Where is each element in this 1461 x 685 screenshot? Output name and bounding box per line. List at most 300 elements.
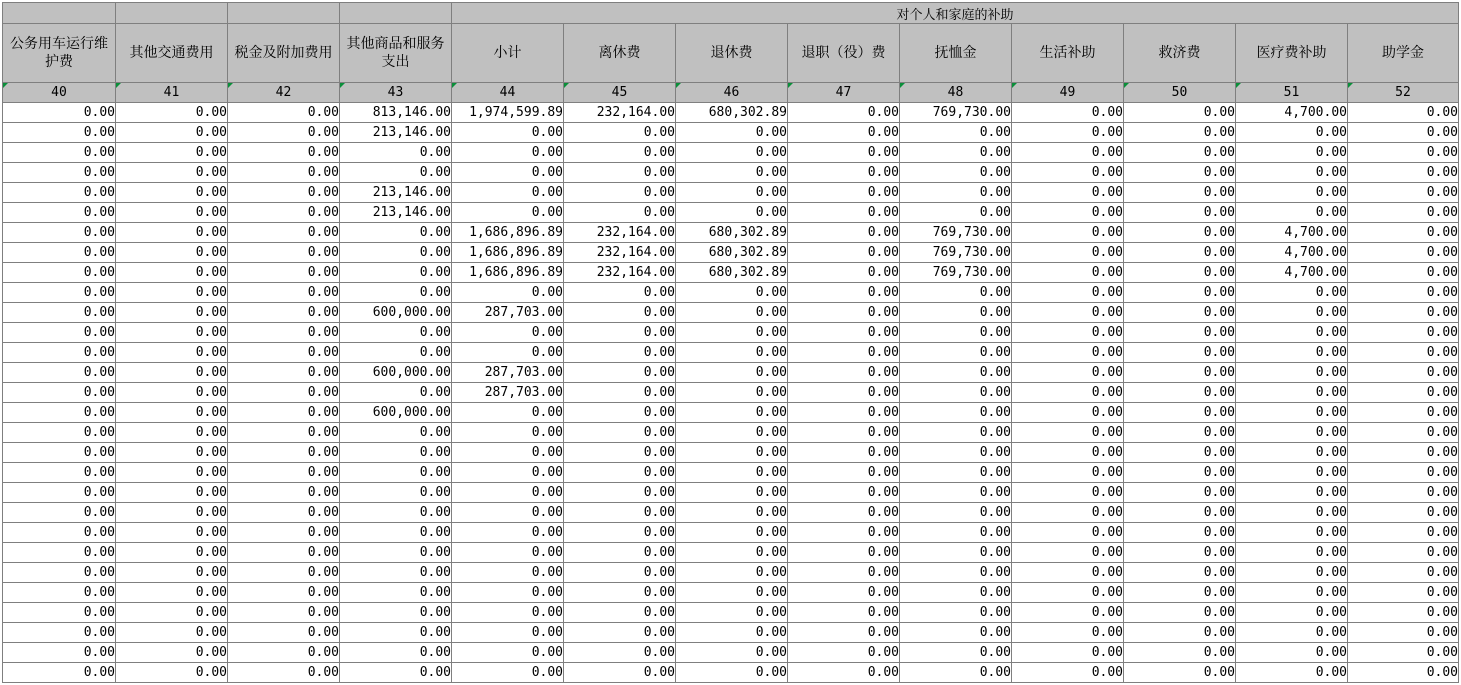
table-cell[interactable]: 0.00: [452, 463, 564, 483]
column-index-51[interactable]: 51: [1236, 83, 1348, 103]
table-cell[interactable]: 0.00: [1348, 483, 1459, 503]
table-cell[interactable]: 0.00: [564, 463, 676, 483]
table-cell[interactable]: 0.00: [3, 123, 116, 143]
table-cell[interactable]: 0.00: [1348, 263, 1459, 283]
table-cell[interactable]: 0.00: [564, 123, 676, 143]
table-cell[interactable]: 0.00: [340, 283, 452, 303]
table-cell[interactable]: 0.00: [1236, 663, 1348, 683]
table-cell[interactable]: 0.00: [1012, 583, 1124, 603]
table-cell[interactable]: 1,686,896.89: [452, 263, 564, 283]
table-cell[interactable]: 0.00: [1124, 503, 1236, 523]
table-cell[interactable]: 0.00: [900, 483, 1012, 503]
table-cell[interactable]: 0.00: [340, 523, 452, 543]
table-cell[interactable]: 213,146.00: [340, 123, 452, 143]
column-index-49[interactable]: 49: [1012, 83, 1124, 103]
table-cell[interactable]: 0.00: [1348, 223, 1459, 243]
table-cell[interactable]: 0.00: [3, 503, 116, 523]
table-cell[interactable]: 0.00: [3, 143, 116, 163]
table-cell[interactable]: 0.00: [900, 323, 1012, 343]
table-cell[interactable]: 0.00: [564, 283, 676, 303]
table-cell[interactable]: 0.00: [228, 623, 340, 643]
table-cell[interactable]: 0.00: [1348, 443, 1459, 463]
table-cell[interactable]: 0.00: [1348, 543, 1459, 563]
table-cell[interactable]: 0.00: [116, 583, 228, 603]
table-cell[interactable]: 0.00: [676, 643, 788, 663]
table-cell[interactable]: 0.00: [900, 523, 1012, 543]
table-cell[interactable]: 0.00: [1236, 203, 1348, 223]
table-cell[interactable]: 0.00: [1236, 583, 1348, 603]
table-cell[interactable]: 0.00: [788, 343, 900, 363]
table-cell[interactable]: 600,000.00: [340, 363, 452, 383]
table-cell[interactable]: 0.00: [3, 363, 116, 383]
table-cell[interactable]: 0.00: [116, 263, 228, 283]
table-cell[interactable]: 0.00: [1236, 363, 1348, 383]
table-cell[interactable]: 0.00: [1348, 363, 1459, 383]
header-blank-cell[interactable]: [228, 3, 340, 24]
table-cell[interactable]: 0.00: [1124, 163, 1236, 183]
table-cell[interactable]: 0.00: [3, 223, 116, 243]
table-cell[interactable]: 0.00: [452, 283, 564, 303]
table-cell[interactable]: 0.00: [1236, 643, 1348, 663]
table-cell[interactable]: 0.00: [564, 563, 676, 583]
table-cell[interactable]: 0.00: [340, 663, 452, 683]
table-cell[interactable]: 0.00: [788, 603, 900, 623]
table-cell[interactable]: 0.00: [676, 163, 788, 183]
table-cell[interactable]: 0.00: [116, 223, 228, 243]
column-index-46[interactable]: 46: [676, 83, 788, 103]
table-cell[interactable]: 0.00: [1012, 183, 1124, 203]
table-cell[interactable]: 0.00: [340, 163, 452, 183]
table-cell[interactable]: 0.00: [676, 483, 788, 503]
table-cell[interactable]: 0.00: [1236, 383, 1348, 403]
table-cell[interactable]: 0.00: [676, 323, 788, 343]
table-cell[interactable]: 0.00: [1348, 283, 1459, 303]
table-cell[interactable]: 0.00: [3, 443, 116, 463]
table-cell[interactable]: 680,302.89: [676, 243, 788, 263]
table-cell[interactable]: 0.00: [452, 343, 564, 363]
table-cell[interactable]: 0.00: [676, 283, 788, 303]
column-header-51[interactable]: [1236, 24, 1348, 83]
table-cell[interactable]: 769,730.00: [900, 263, 1012, 283]
table-cell[interactable]: 0.00: [116, 243, 228, 263]
table-cell[interactable]: 0.00: [1348, 423, 1459, 443]
table-cell[interactable]: 0.00: [1236, 343, 1348, 363]
table-cell[interactable]: 0.00: [788, 323, 900, 343]
header-blank-cell[interactable]: [3, 3, 116, 24]
table-cell[interactable]: 0.00: [564, 163, 676, 183]
table-cell[interactable]: 0.00: [228, 163, 340, 183]
table-cell[interactable]: 0.00: [1236, 303, 1348, 323]
table-cell[interactable]: 0.00: [452, 323, 564, 343]
table-cell[interactable]: 0.00: [1012, 383, 1124, 403]
table-cell[interactable]: 0.00: [1348, 123, 1459, 143]
table-cell[interactable]: 0.00: [1236, 563, 1348, 583]
table-cell[interactable]: 0.00: [3, 303, 116, 323]
table-cell[interactable]: 0.00: [1236, 483, 1348, 503]
table-cell[interactable]: 0.00: [228, 523, 340, 543]
table-cell[interactable]: 0.00: [900, 303, 1012, 323]
column-header-47[interactable]: [788, 24, 900, 83]
table-cell[interactable]: 0.00: [1012, 523, 1124, 543]
table-cell[interactable]: 0.00: [452, 523, 564, 543]
table-cell[interactable]: 0.00: [676, 443, 788, 463]
table-cell[interactable]: 0.00: [1348, 463, 1459, 483]
table-cell[interactable]: 0.00: [116, 423, 228, 443]
table-cell[interactable]: 0.00: [228, 463, 340, 483]
column-header-43[interactable]: [340, 24, 452, 83]
table-cell[interactable]: 0.00: [340, 563, 452, 583]
table-cell[interactable]: 680,302.89: [676, 263, 788, 283]
table-cell[interactable]: 0.00: [116, 363, 228, 383]
table-cell[interactable]: 1,686,896.89: [452, 243, 564, 263]
table-cell[interactable]: 0.00: [676, 583, 788, 603]
column-header-45[interactable]: [564, 24, 676, 83]
table-cell[interactable]: 0.00: [452, 123, 564, 143]
table-cell[interactable]: 0.00: [228, 643, 340, 663]
table-cell[interactable]: 0.00: [1236, 123, 1348, 143]
table-cell[interactable]: 0.00: [228, 323, 340, 343]
table-cell[interactable]: 0.00: [1012, 543, 1124, 563]
table-cell[interactable]: 0.00: [1012, 263, 1124, 283]
table-cell[interactable]: 287,703.00: [452, 363, 564, 383]
table-cell[interactable]: 0.00: [1012, 243, 1124, 263]
table-cell[interactable]: 0.00: [564, 143, 676, 163]
table-cell[interactable]: 0.00: [1012, 283, 1124, 303]
table-cell[interactable]: 0.00: [228, 383, 340, 403]
table-cell[interactable]: 0.00: [1012, 343, 1124, 363]
table-cell[interactable]: 0.00: [340, 503, 452, 523]
table-cell[interactable]: 0.00: [676, 143, 788, 163]
table-cell[interactable]: 0.00: [676, 543, 788, 563]
table-cell[interactable]: 0.00: [3, 643, 116, 663]
table-cell[interactable]: 0.00: [1124, 203, 1236, 223]
table-cell[interactable]: 0.00: [564, 543, 676, 563]
table-cell[interactable]: 0.00: [564, 643, 676, 663]
table-cell[interactable]: 0.00: [1348, 183, 1459, 203]
table-cell[interactable]: 213,146.00: [340, 183, 452, 203]
table-cell[interactable]: 0.00: [676, 203, 788, 223]
table-cell[interactable]: 4,700.00: [1236, 243, 1348, 263]
table-cell[interactable]: 0.00: [900, 583, 1012, 603]
table-cell[interactable]: 0.00: [676, 603, 788, 623]
table-cell[interactable]: 0.00: [3, 543, 116, 563]
table-cell[interactable]: 0.00: [788, 663, 900, 683]
table-cell[interactable]: 0.00: [1236, 163, 1348, 183]
table-cell[interactable]: 0.00: [452, 663, 564, 683]
table-cell[interactable]: 0.00: [340, 443, 452, 463]
table-cell[interactable]: 0.00: [564, 443, 676, 463]
table-cell[interactable]: 0.00: [340, 383, 452, 403]
table-cell[interactable]: 0.00: [1124, 523, 1236, 543]
table-cell[interactable]: 0.00: [900, 383, 1012, 403]
table-cell[interactable]: 0.00: [1348, 623, 1459, 643]
column-index-43[interactable]: 43: [340, 83, 452, 103]
table-cell[interactable]: 813,146.00: [340, 103, 452, 123]
table-cell[interactable]: 0.00: [452, 543, 564, 563]
table-cell[interactable]: 0.00: [1348, 103, 1459, 123]
table-cell[interactable]: 0.00: [116, 403, 228, 423]
table-cell[interactable]: 0.00: [3, 463, 116, 483]
table-cell[interactable]: 0.00: [900, 363, 1012, 383]
table-cell[interactable]: 0.00: [116, 663, 228, 683]
table-cell[interactable]: 232,164.00: [564, 263, 676, 283]
table-cell[interactable]: 0.00: [228, 503, 340, 523]
table-cell[interactable]: 0.00: [788, 203, 900, 223]
table-cell[interactable]: 0.00: [3, 623, 116, 643]
table-cell[interactable]: 0.00: [340, 243, 452, 263]
table-cell[interactable]: 0.00: [452, 163, 564, 183]
table-cell[interactable]: 0.00: [1348, 583, 1459, 603]
table-cell[interactable]: 0.00: [116, 603, 228, 623]
table-cell[interactable]: 0.00: [564, 663, 676, 683]
table-cell[interactable]: 0.00: [564, 303, 676, 323]
table-cell[interactable]: 0.00: [116, 343, 228, 363]
table-cell[interactable]: 0.00: [1124, 623, 1236, 643]
table-cell[interactable]: 0.00: [228, 243, 340, 263]
table-cell[interactable]: 0.00: [1124, 383, 1236, 403]
table-cell[interactable]: 0.00: [676, 663, 788, 683]
table-cell[interactable]: 0.00: [452, 203, 564, 223]
column-index-44[interactable]: 44: [452, 83, 564, 103]
table-cell[interactable]: 0.00: [900, 123, 1012, 143]
table-cell[interactable]: 0.00: [788, 463, 900, 483]
table-cell[interactable]: 0.00: [788, 143, 900, 163]
table-cell[interactable]: 0.00: [1236, 403, 1348, 423]
table-cell[interactable]: 0.00: [116, 183, 228, 203]
column-index-52[interactable]: 52: [1348, 83, 1459, 103]
table-cell[interactable]: 0.00: [1348, 563, 1459, 583]
table-cell[interactable]: 0.00: [1124, 563, 1236, 583]
table-cell[interactable]: 0.00: [1348, 403, 1459, 423]
table-cell[interactable]: 0.00: [452, 403, 564, 423]
table-cell[interactable]: 0.00: [1124, 463, 1236, 483]
table-cell[interactable]: 0.00: [788, 243, 900, 263]
table-cell[interactable]: 0.00: [1124, 543, 1236, 563]
table-cell[interactable]: 0.00: [676, 563, 788, 583]
table-cell[interactable]: 0.00: [788, 623, 900, 643]
column-index-47[interactable]: 47: [788, 83, 900, 103]
table-cell[interactable]: 0.00: [788, 163, 900, 183]
table-cell[interactable]: 0.00: [1012, 503, 1124, 523]
table-cell[interactable]: 0.00: [1012, 443, 1124, 463]
table-cell[interactable]: 0.00: [340, 583, 452, 603]
table-cell[interactable]: 0.00: [228, 123, 340, 143]
table-cell[interactable]: 0.00: [228, 663, 340, 683]
table-cell[interactable]: 0.00: [116, 163, 228, 183]
table-cell[interactable]: 4,700.00: [1236, 263, 1348, 283]
table-cell[interactable]: 0.00: [900, 163, 1012, 183]
table-cell[interactable]: 0.00: [676, 503, 788, 523]
column-header-42[interactable]: [228, 24, 340, 83]
table-cell[interactable]: 0.00: [228, 403, 340, 423]
table-cell[interactable]: 0.00: [900, 643, 1012, 663]
table-cell[interactable]: 213,146.00: [340, 203, 452, 223]
table-cell[interactable]: 0.00: [116, 303, 228, 323]
table-cell[interactable]: 0.00: [788, 303, 900, 323]
table-cell[interactable]: 680,302.89: [676, 103, 788, 123]
table-cell[interactable]: 0.00: [788, 523, 900, 543]
table-cell[interactable]: 0.00: [676, 383, 788, 403]
table-cell[interactable]: 680,302.89: [676, 223, 788, 243]
table-cell[interactable]: 0.00: [1124, 283, 1236, 303]
table-cell[interactable]: 0.00: [1124, 223, 1236, 243]
table-cell[interactable]: 0.00: [900, 143, 1012, 163]
table-cell[interactable]: 0.00: [1236, 143, 1348, 163]
column-index-41[interactable]: 41: [116, 83, 228, 103]
table-cell[interactable]: 0.00: [228, 283, 340, 303]
table-cell[interactable]: 0.00: [228, 303, 340, 323]
table-cell[interactable]: 0.00: [116, 623, 228, 643]
table-cell[interactable]: 0.00: [1012, 563, 1124, 583]
table-cell[interactable]: 0.00: [452, 143, 564, 163]
table-cell[interactable]: 0.00: [340, 323, 452, 343]
table-cell[interactable]: 0.00: [676, 423, 788, 443]
table-cell[interactable]: 0.00: [3, 383, 116, 403]
table-cell[interactable]: 0.00: [564, 623, 676, 643]
table-cell[interactable]: 0.00: [1124, 363, 1236, 383]
table-cell[interactable]: 0.00: [1348, 663, 1459, 683]
table-cell[interactable]: 0.00: [1348, 523, 1459, 543]
table-cell[interactable]: 0.00: [228, 483, 340, 503]
table-cell[interactable]: 0.00: [228, 143, 340, 163]
table-cell[interactable]: 0.00: [676, 623, 788, 643]
table-cell[interactable]: 0.00: [788, 483, 900, 503]
table-cell[interactable]: 0.00: [1124, 263, 1236, 283]
table-cell[interactable]: 0.00: [3, 203, 116, 223]
table-cell[interactable]: 0.00: [1124, 663, 1236, 683]
table-cell[interactable]: 0.00: [3, 243, 116, 263]
table-cell[interactable]: 0.00: [564, 383, 676, 403]
table-cell[interactable]: 0.00: [1348, 143, 1459, 163]
table-cell[interactable]: 0.00: [564, 523, 676, 543]
table-cell[interactable]: 0.00: [1348, 383, 1459, 403]
column-header-52[interactable]: [1348, 24, 1459, 83]
table-cell[interactable]: 0.00: [1012, 623, 1124, 643]
table-cell[interactable]: 0.00: [1348, 343, 1459, 363]
table-cell[interactable]: 0.00: [228, 583, 340, 603]
table-cell[interactable]: 769,730.00: [900, 243, 1012, 263]
column-header-49[interactable]: [1012, 24, 1124, 83]
table-cell[interactable]: 232,164.00: [564, 223, 676, 243]
table-cell[interactable]: 0.00: [1012, 603, 1124, 623]
table-cell[interactable]: 0.00: [1124, 423, 1236, 443]
table-cell[interactable]: 0.00: [788, 403, 900, 423]
table-cell[interactable]: 0.00: [788, 423, 900, 443]
group-header-family-subsidy[interactable]: 对个人和家庭的补助: [452, 3, 1459, 24]
column-header-44[interactable]: [452, 24, 564, 83]
table-cell[interactable]: 0.00: [340, 223, 452, 243]
column-index-50[interactable]: 50: [1124, 83, 1236, 103]
table-cell[interactable]: 0.00: [116, 643, 228, 663]
table-cell[interactable]: 0.00: [900, 623, 1012, 643]
table-cell[interactable]: 0.00: [116, 103, 228, 123]
table-cell[interactable]: 0.00: [788, 503, 900, 523]
table-cell[interactable]: 0.00: [1348, 203, 1459, 223]
table-cell[interactable]: 0.00: [340, 603, 452, 623]
table-cell[interactable]: 0.00: [1348, 323, 1459, 343]
table-cell[interactable]: 0.00: [3, 163, 116, 183]
table-cell[interactable]: 0.00: [452, 183, 564, 203]
table-cell[interactable]: 0.00: [900, 563, 1012, 583]
table-cell[interactable]: 0.00: [1236, 443, 1348, 463]
table-cell[interactable]: 0.00: [116, 503, 228, 523]
table-cell[interactable]: 0.00: [452, 623, 564, 643]
table-cell[interactable]: 0.00: [788, 123, 900, 143]
table-cell[interactable]: 0.00: [676, 463, 788, 483]
table-cell[interactable]: 0.00: [788, 643, 900, 663]
table-cell[interactable]: 0.00: [564, 423, 676, 443]
table-cell[interactable]: 0.00: [564, 363, 676, 383]
table-cell[interactable]: 0.00: [452, 443, 564, 463]
table-cell[interactable]: 0.00: [900, 603, 1012, 623]
table-cell[interactable]: 0.00: [900, 183, 1012, 203]
header-blank-cell[interactable]: [116, 3, 228, 24]
table-cell[interactable]: 4,700.00: [1236, 223, 1348, 243]
table-cell[interactable]: 0.00: [228, 183, 340, 203]
table-cell[interactable]: 0.00: [564, 343, 676, 363]
table-cell[interactable]: 0.00: [1124, 443, 1236, 463]
table-cell[interactable]: 0.00: [340, 343, 452, 363]
table-cell[interactable]: 0.00: [900, 283, 1012, 303]
table-cell[interactable]: 0.00: [1012, 423, 1124, 443]
table-cell[interactable]: 0.00: [1124, 123, 1236, 143]
table-cell[interactable]: 0.00: [452, 563, 564, 583]
table-cell[interactable]: 0.00: [116, 463, 228, 483]
table-cell[interactable]: 0.00: [564, 483, 676, 503]
table-cell[interactable]: 0.00: [1124, 243, 1236, 263]
table-cell[interactable]: 0.00: [3, 603, 116, 623]
table-cell[interactable]: 0.00: [900, 203, 1012, 223]
column-index-45[interactable]: 45: [564, 83, 676, 103]
table-cell[interactable]: 0.00: [3, 283, 116, 303]
table-cell[interactable]: 0.00: [340, 643, 452, 663]
table-cell[interactable]: 0.00: [228, 343, 340, 363]
table-cell[interactable]: 0.00: [452, 423, 564, 443]
table-cell[interactable]: 0.00: [900, 543, 1012, 563]
table-cell[interactable]: 0.00: [228, 363, 340, 383]
table-cell[interactable]: 0.00: [228, 103, 340, 123]
table-cell[interactable]: 0.00: [676, 183, 788, 203]
table-cell[interactable]: 0.00: [1348, 503, 1459, 523]
table-cell[interactable]: 0.00: [3, 483, 116, 503]
table-cell[interactable]: 0.00: [1124, 583, 1236, 603]
table-cell[interactable]: 0.00: [116, 383, 228, 403]
table-cell[interactable]: 0.00: [3, 403, 116, 423]
table-cell[interactable]: 1,686,896.89: [452, 223, 564, 243]
table-cell[interactable]: 0.00: [676, 363, 788, 383]
table-cell[interactable]: 0.00: [1124, 303, 1236, 323]
table-cell[interactable]: 769,730.00: [900, 223, 1012, 243]
table-cell[interactable]: 0.00: [116, 283, 228, 303]
table-cell[interactable]: 0.00: [3, 423, 116, 443]
table-cell[interactable]: 0.00: [1012, 363, 1124, 383]
table-cell[interactable]: 0.00: [788, 363, 900, 383]
column-header-48[interactable]: [900, 24, 1012, 83]
table-cell[interactable]: 1,974,599.89: [452, 103, 564, 123]
table-cell[interactable]: 0.00: [1012, 643, 1124, 663]
table-cell[interactable]: 0.00: [116, 203, 228, 223]
table-cell[interactable]: 0.00: [1012, 103, 1124, 123]
table-cell[interactable]: 0.00: [1124, 343, 1236, 363]
table-cell[interactable]: 287,703.00: [452, 383, 564, 403]
table-cell[interactable]: 0.00: [228, 603, 340, 623]
table-cell[interactable]: 0.00: [788, 563, 900, 583]
table-cell[interactable]: 232,164.00: [564, 103, 676, 123]
table-cell[interactable]: 0.00: [1236, 423, 1348, 443]
table-cell[interactable]: 0.00: [788, 383, 900, 403]
table-cell[interactable]: 769,730.00: [900, 103, 1012, 123]
table-cell[interactable]: 0.00: [1236, 323, 1348, 343]
